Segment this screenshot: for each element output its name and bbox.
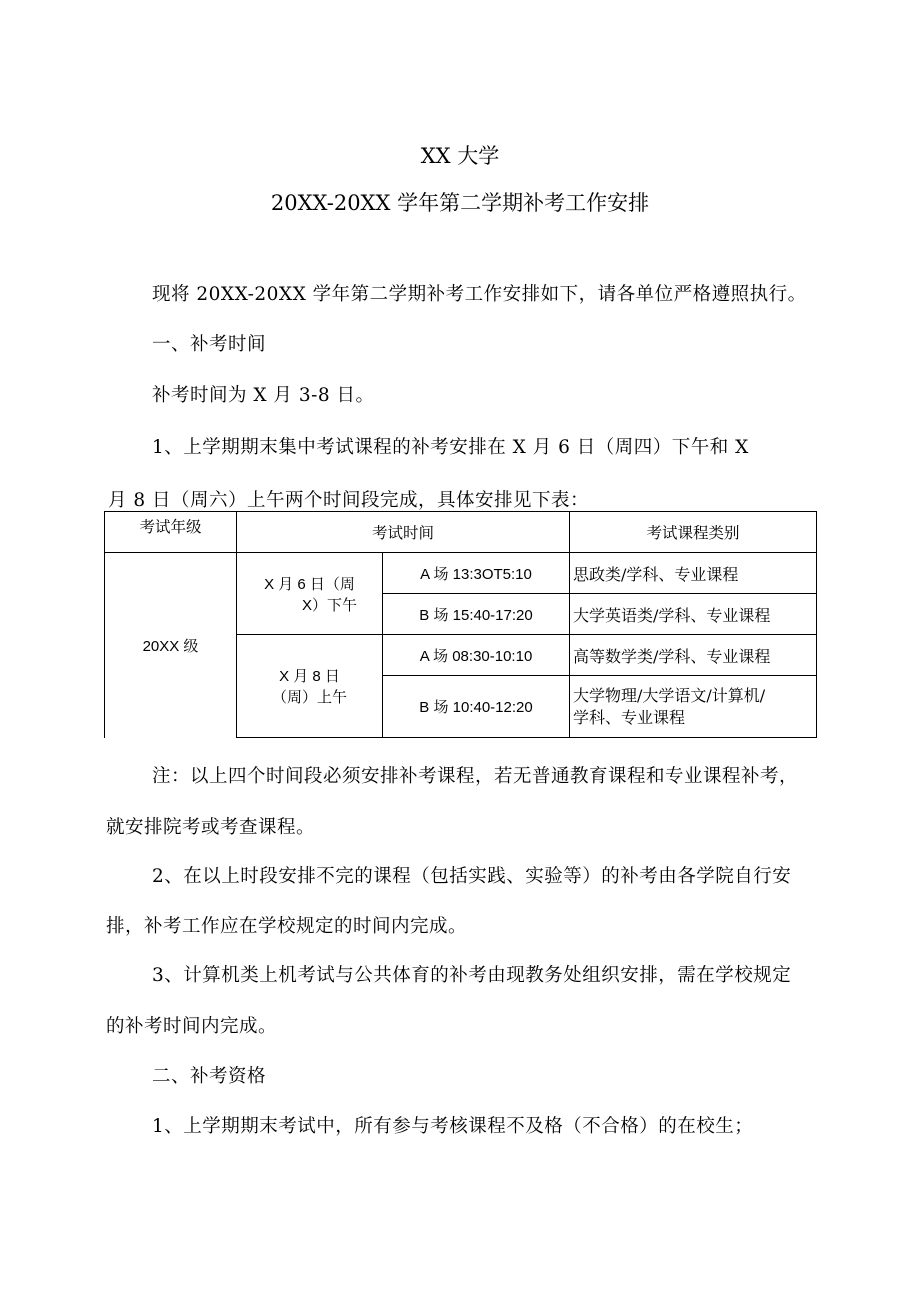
document-title: 20XX-20XX 学年第二学期补考工作安排 xyxy=(270,191,650,215)
item2-line1: 2、在以上时段安排不完的课程（包括实践、实验等）的补考由各学院自行安 xyxy=(152,866,792,887)
session-cell: B 场 15:40-17:20 xyxy=(383,594,570,635)
session-cell: A 场 08:30-10:10 xyxy=(383,635,570,676)
item3-line1: 3、计算机类上机考试与公共体育的补考由现教务处组织安排，需在学校规定 xyxy=(152,965,792,986)
section2-item1: 1、上学期期末考试中，所有参与考核课程不及格（不合格）的在校生； xyxy=(152,1116,754,1137)
section2-heading: 二、补考资格 xyxy=(152,1066,267,1087)
exam-schedule-table xyxy=(104,511,817,738)
item1-line2: 月 8 日（周六）上午两个时间段完成，具体安排见下表： xyxy=(108,490,590,511)
header-time: 考试时间 xyxy=(237,512,570,553)
grade-cell: 20XX 级 xyxy=(105,553,237,738)
category-cell: 高等数学类/学科、专业课程 xyxy=(570,635,817,676)
day1-date-line2: X）下午 xyxy=(301,596,357,614)
day2-date-line2: （周）上午 xyxy=(271,689,347,706)
category-line2: 学科、专业课程 xyxy=(573,707,686,727)
header-grade: 考试年级 xyxy=(105,512,237,553)
day1-date-line1: X 月 6 日（周 xyxy=(264,575,355,593)
day1-cell xyxy=(237,553,383,635)
note-line1: 注：以上四个时间段必须安排补考课程，若无普通教育课程和专业课程补考， xyxy=(152,766,799,787)
category-cell: 大学英语类/学科、专业课程 xyxy=(570,594,817,635)
category-cell xyxy=(570,676,817,738)
section1-heading: 一、补考时间 xyxy=(152,334,267,355)
document-title-school: XX 大学 xyxy=(420,144,500,168)
header-category: 考试课程类别 xyxy=(570,512,817,553)
day2-date-line1: X 月 8 日 xyxy=(279,668,340,685)
item3-line2: 的补考时间内完成。 xyxy=(106,1016,278,1037)
session-cell: B 场 10:40-12:20 xyxy=(383,676,570,738)
session-cell: A 场 13:3OT5:10 xyxy=(383,553,570,594)
table-header-row xyxy=(105,512,817,553)
table-row xyxy=(105,553,817,594)
exam-time-text: 补考时间为 X 月 3-8 日。 xyxy=(152,385,375,406)
day2-cell xyxy=(237,635,383,738)
category-line1: 大学物理/大学语文/计算机/ xyxy=(573,685,766,705)
item2-line2: 排，补考工作应在学校规定的时间内完成。 xyxy=(106,916,468,937)
intro-paragraph: 现将 20XX-20XX 学年第二学期补考工作安排如下，请各单位严格遵照执行。 xyxy=(152,284,807,305)
category-cell: 思政类/学科、专业课程 xyxy=(570,553,817,594)
item1-line1: 1、上学期期末集中考试课程的补考安排在 X 月 6 日（周四）下午和 X xyxy=(152,437,749,458)
note-line2: 就安排院考或考查课程。 xyxy=(106,817,316,838)
